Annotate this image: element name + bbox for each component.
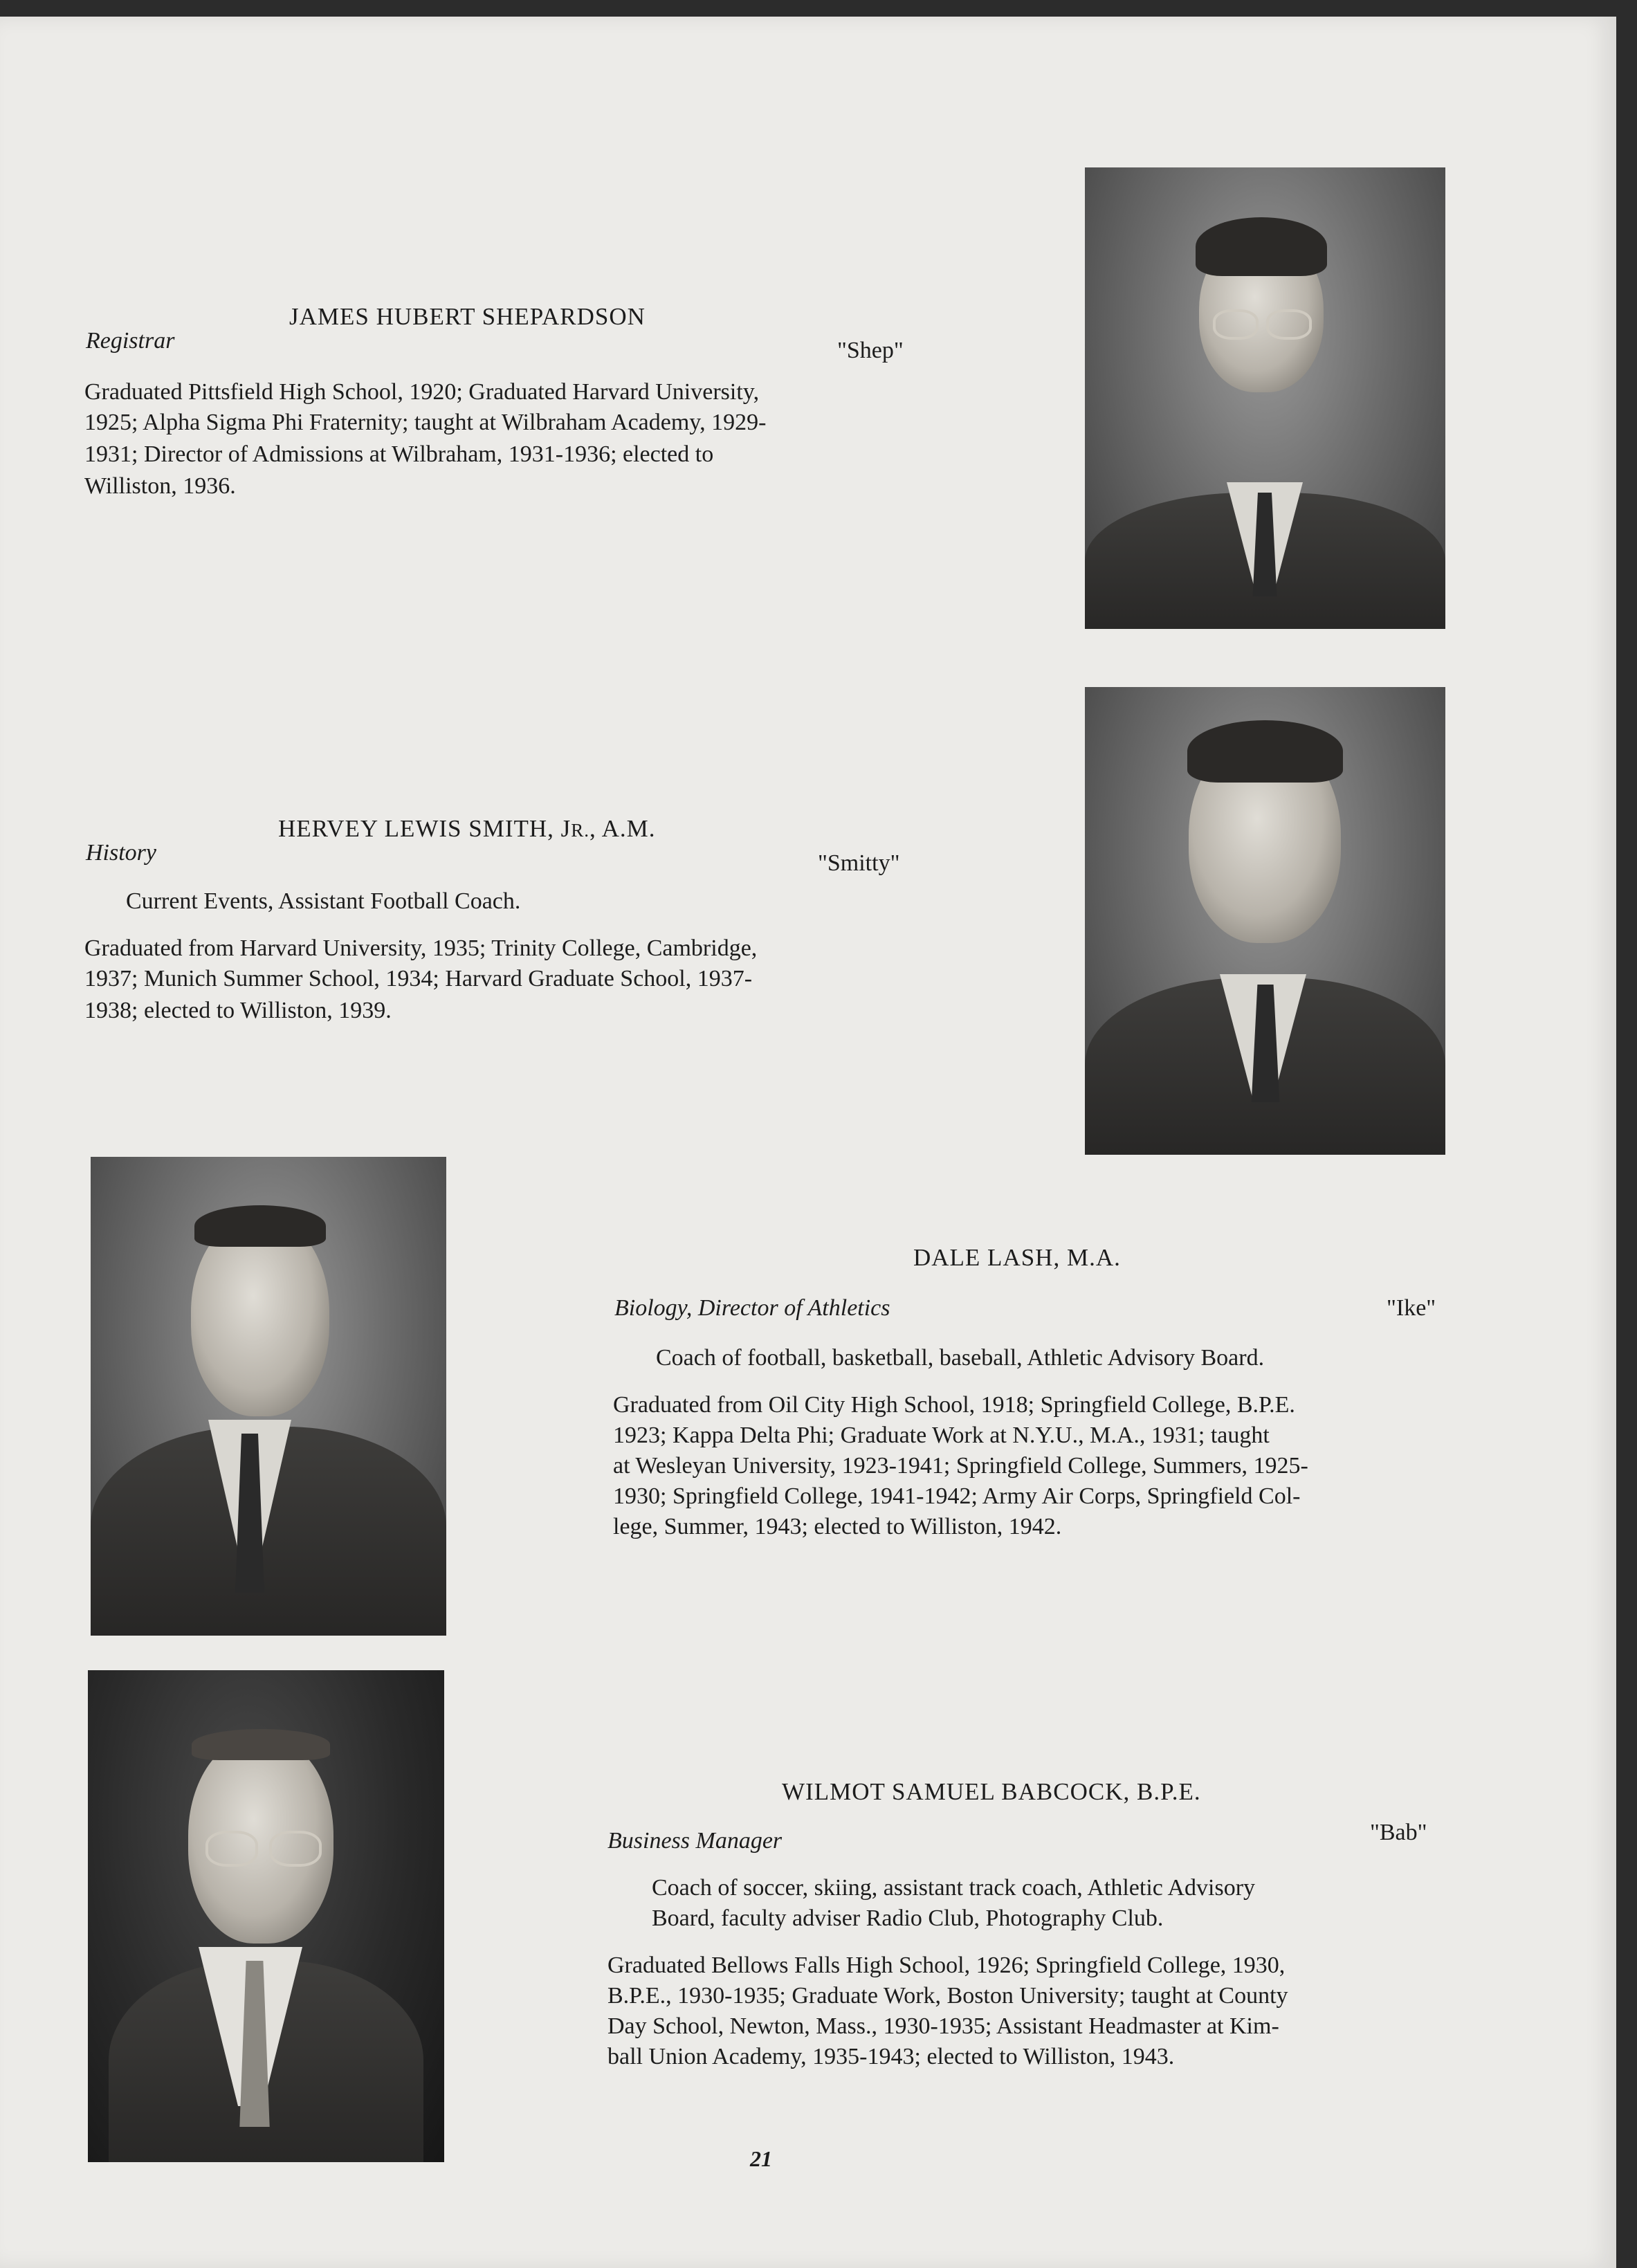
entry-1-role: Registrar (86, 328, 175, 354)
portrait-photo-lash (91, 1157, 446, 1636)
portrait-photo-smith (1085, 687, 1445, 1155)
entry-3-line: at Wesleyan University, 1923-1941; Springfield College, Summers, 1925- (613, 1453, 1308, 1479)
entry-4-name: WILMOT SAMUEL BABCOCK, B.P.E. (782, 1778, 1201, 1805)
entry-4-nickname: "Bab" (1370, 1820, 1427, 1845)
entry-3-name: DALE LASH, M.A. (913, 1244, 1121, 1271)
entry-4-line: B.P.E., 1930-1935; Graduate Work, Boston University; taught at County (607, 1983, 1288, 2009)
entry-1-line: 1925; Alpha Sigma Phi Fraternity; taught at Wilbraham Academy, 1929- (84, 410, 767, 435)
entry-4-line: Day School, Newton, Mass., 1930-1935; Assistant Headmaster at Kim- (607, 2013, 1279, 2039)
entry-1-nickname: "Shep" (837, 338, 904, 363)
entry-1-name: JAMES HUBERT SHEPARDSON (289, 303, 646, 330)
entry-1-line: 1931; Director of Admissions at Wilbraham, 1931-1936; elected to (84, 441, 714, 467)
entry-3-role: Biology, Director of Athletics (614, 1295, 890, 1321)
entry-3-activities: Coach of football, basketball, baseball, Athletic Advisory Board. (656, 1345, 1265, 1371)
entry-2-name-main: HERVEY LEWIS SMITH, J (278, 815, 571, 842)
entry-2-name-tail: , A.M. (589, 815, 656, 842)
entry-2-nickname: "Smitty" (818, 850, 900, 876)
entry-3-nickname: "Ike" (1387, 1295, 1436, 1321)
entry-4-line: ball Union Academy, 1935-1943; elected to Williston, 1943. (607, 2044, 1175, 2069)
entry-1-line: Williston, 1936. (84, 473, 236, 499)
entry-4-line: Graduated Bellows Falls High School, 1926; Springfield College, 1930, (607, 1953, 1286, 1978)
entry-2-activities: Current Events, Assistant Football Coach. (126, 888, 521, 914)
document-page (0, 17, 1616, 2268)
entry-2-name-smallcaps: R. (571, 820, 590, 841)
scan-border-right (1616, 0, 1637, 2268)
entry-3-line: lege, Summer, 1943; elected to Williston, 1942. (613, 1514, 1062, 1539)
entry-4-activities: Coach of soccer, skiing, assistant track coach, Athletic Advisory (652, 1875, 1256, 1901)
entry-4-activities: Board, faculty adviser Radio Club, Photography Club. (652, 1905, 1164, 1931)
entry-4-role: Business Manager (607, 1828, 783, 1854)
entry-2-name (278, 815, 656, 843)
entry-2-line: 1938; elected to Williston, 1939. (84, 998, 392, 1023)
page-number: 21 (750, 2146, 772, 2171)
portrait-photo-shepardson (1085, 167, 1445, 629)
entry-2-role: History (86, 840, 156, 866)
entry-2-line: 1937; Munich Summer School, 1934; Harvard Graduate School, 1937- (84, 966, 753, 991)
entry-1-line: Graduated Pittsfield High School, 1920; Graduated Harvard University, (84, 379, 760, 405)
entry-3-line: 1923; Kappa Delta Phi; Graduate Work at N.Y.U., M.A., 1931; taught (613, 1423, 1270, 1448)
scan-border-top (0, 0, 1637, 17)
entry-3-line: Graduated from Oil City High School, 1918; Springfield College, B.P.E. (613, 1392, 1295, 1418)
entry-3-line: 1930; Springfield College, 1941-1942; Army Air Corps, Springfield Col- (613, 1483, 1301, 1509)
portrait-photo-babcock (88, 1670, 444, 2162)
entry-2-line: Graduated from Harvard University, 1935; Trinity College, Cambridge, (84, 935, 758, 961)
